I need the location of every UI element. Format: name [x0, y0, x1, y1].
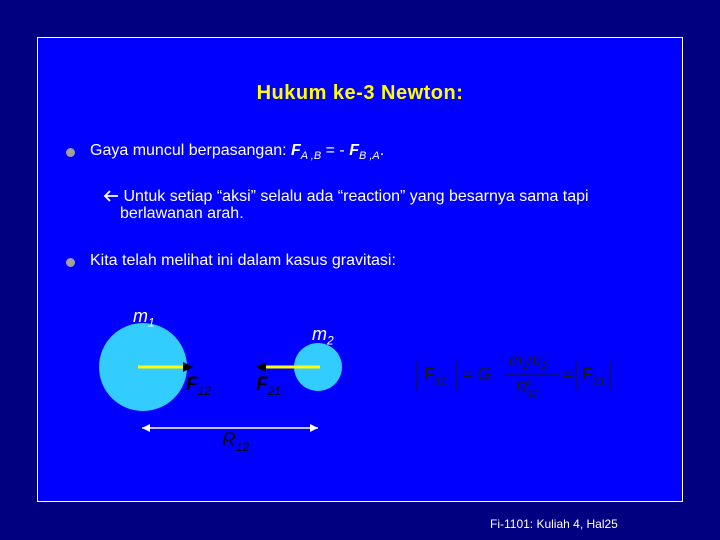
- force-f12-arrowhead: [183, 362, 193, 372]
- slide-footer: Fi-1101: Kuliah 4, Hal25: [490, 517, 618, 531]
- formula-numerator: $m_1m_2$: [509, 352, 547, 373]
- period: .: [379, 142, 385, 159]
- formula-denominator: $R_{12}^2$: [516, 378, 539, 400]
- bullet-2: Kita telah melihat ini dalam kasus gravitasi:: [90, 252, 396, 269]
- subpoint-line-2: berlawanan arah.: [120, 205, 244, 222]
- force-f21-label: $F_{21}$: [256, 374, 281, 398]
- formula-lhs: $F_{12}$: [424, 364, 448, 388]
- equals-minus: = -: [321, 142, 350, 159]
- mass-2-label: $m_2$: [312, 324, 334, 348]
- distance-right-arrowhead: [310, 424, 318, 432]
- force-subscript: B ,A: [358, 150, 380, 163]
- bullet-1-prefix: Gaya muncul berpasangan:: [90, 142, 292, 159]
- distance-r12-label: $R_{12}$: [222, 430, 250, 454]
- formula-rhs: $F_{21}$: [582, 364, 606, 388]
- mass-1-label: $m_1$: [133, 306, 155, 330]
- force-symbol: F: [349, 142, 359, 159]
- distance-left-arrowhead: [142, 424, 150, 432]
- formula-eq2: =: [563, 364, 574, 384]
- formula-eq-g: = G: [462, 364, 492, 384]
- force-f21-arrowhead: [256, 362, 266, 372]
- slide-title: Hukum ke-3 Newton:: [256, 82, 464, 104]
- force-subscript: A ,B: [300, 150, 322, 163]
- force-f12-label: $F_{12}$: [186, 374, 211, 398]
- subpoint-line-1: Untuk setiap “aksi” selalu ada “reaction” yang besarnya sama tapi: [123, 188, 589, 205]
- force-symbol: F: [291, 142, 301, 159]
